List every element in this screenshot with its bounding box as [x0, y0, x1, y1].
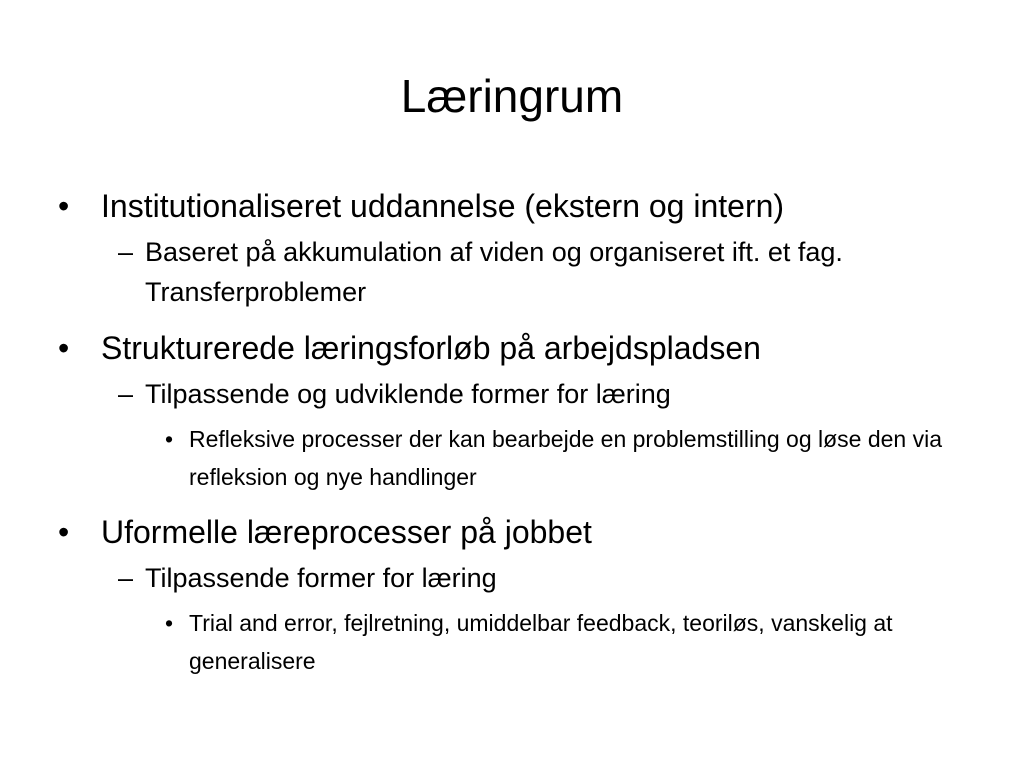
bullet-icon: • [58, 188, 70, 224]
bullet-icon: • [58, 514, 70, 550]
bullet-text: Uformelle læreprocesser på jobbet [101, 514, 592, 550]
small-bullet-icon: • [165, 426, 174, 452]
sub-bullet-text: Baseret på akkumulation af viden og organiseret ift. et fag. Transferproblemer [145, 237, 843, 307]
sub-bullet-text: Tilpassende og udviklende former for læring [145, 379, 671, 409]
sub-bullet-item [118, 374, 978, 414]
bullet-item [58, 186, 978, 226]
sub-sub-bullet-text: Trial and error, fejlretning, umiddelbar feedback, teoriløs, vanskelig at generalisere [189, 610, 893, 674]
dash-icon: – [118, 563, 134, 593]
bullet-text: Institutionaliseret uddannelse (ekstern og intern) [101, 188, 785, 224]
sub-sub-bullet-text: Refleksive processer der kan bearbejde en problemstilling og løse den via refleksion og nye handlinger [189, 426, 943, 490]
sub-bullet-text: Tilpassende former for læring [145, 563, 497, 593]
bullet-item [58, 328, 978, 368]
sub-bullet-item [118, 232, 978, 312]
bullet-item [58, 512, 978, 552]
bullet-icon: • [58, 330, 70, 366]
sub-bullet-item [118, 558, 978, 598]
sub-sub-bullet-item [165, 604, 978, 680]
slide-content [58, 186, 978, 686]
dash-icon: – [118, 237, 134, 267]
bullet-text: Strukturerede læringsforløb på arbejdspladsen [101, 330, 761, 366]
sub-sub-bullet-item [165, 420, 978, 496]
small-bullet-icon: • [165, 610, 174, 636]
dash-icon: – [118, 379, 134, 409]
slide-title: Læringrum [400, 70, 624, 122]
